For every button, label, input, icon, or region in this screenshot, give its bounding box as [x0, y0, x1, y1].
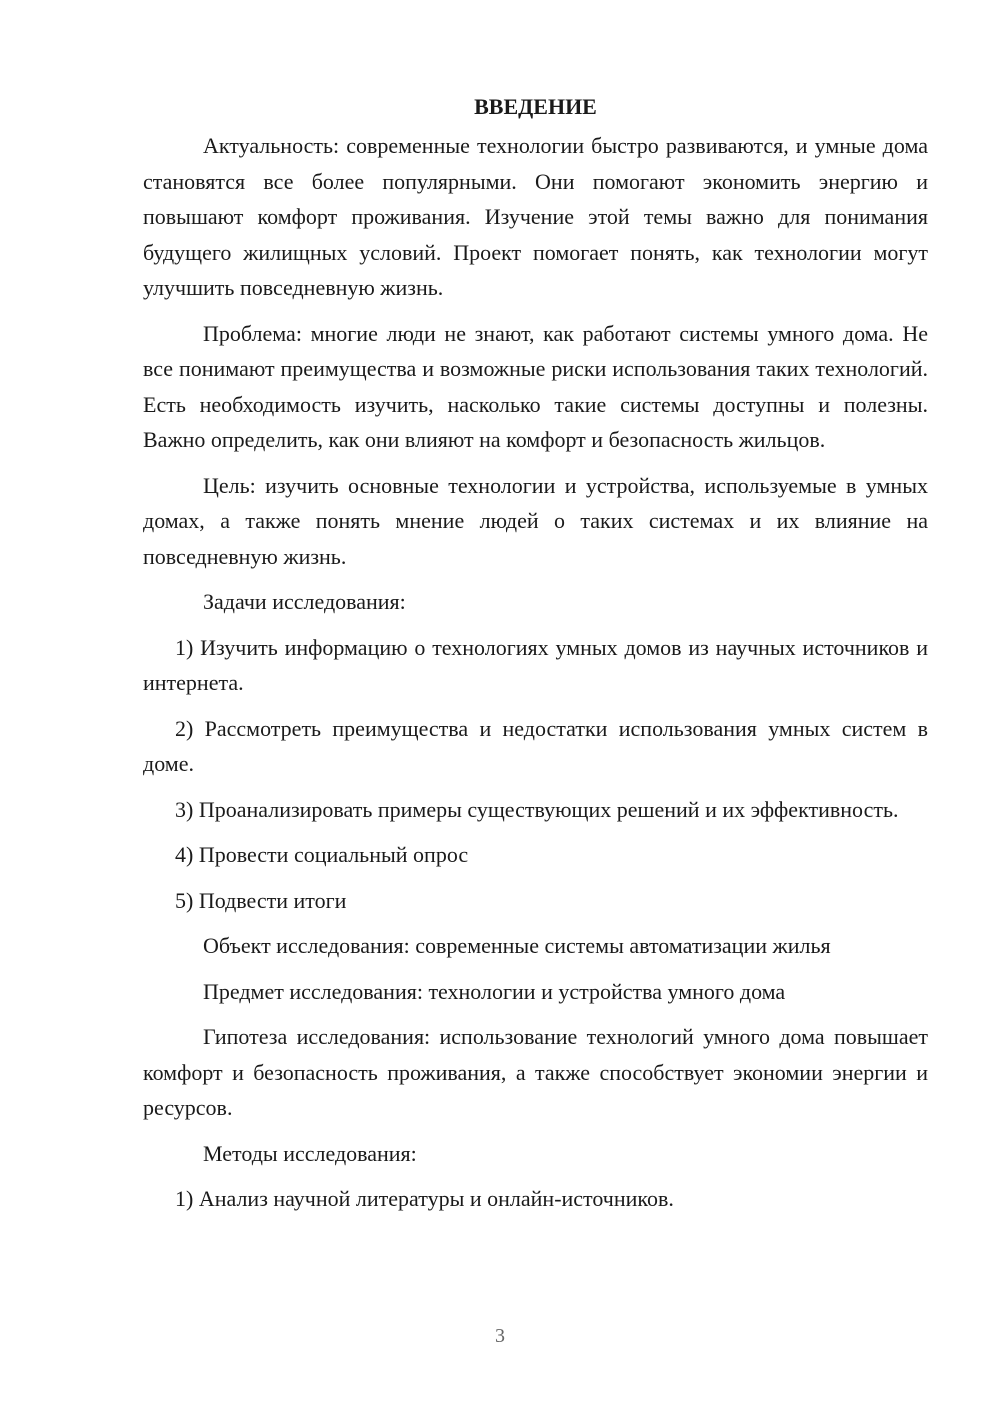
paragraph-subject: Предмет исследования: технологии и устройства умного дома — [203, 978, 786, 1004]
task-item-5: 5) Подвести итоги — [175, 887, 347, 913]
paragraph-hypothesis: Гипотеза исследования: использование технологий умного дома повышает комфорт и безопасность проживания, а также способствует экономии энергии и ресурсов. — [143, 1024, 928, 1120]
paragraph-object: Объект исследования: современные системы автоматизации жилья — [203, 933, 831, 958]
task-item-3: 3) Проанализировать примеры существующих решений и их эффективность. — [175, 796, 899, 822]
paragraph-goal: Цель: изучить основные технологии и устройства, используемые в умных домах, а также понять мнение людей о таких системах и их влияние на повседневную жизнь. — [143, 472, 928, 569]
task-item-2: 2) Рассмотреть преимущества и недостатки использования умных систем в доме. — [143, 715, 928, 776]
methods-heading: Методы исследования: — [203, 1140, 417, 1166]
document-page — [143, 92, 928, 1227]
task-item-1: 1) Изучить информацию о технологиях умных домов из научных источников и интернета. — [143, 634, 928, 695]
page-number: 3 — [495, 1325, 505, 1347]
paragraph-problem: Проблема: многие люди не знают, как работают системы умного дома. Не все понимают преимущества и возможные риски использования таких технологий. Есть необходимость изучить, насколько такие системы доступны и полезны. Важно определить, как они влияют на комфорт и безопасность жильцов. — [143, 320, 928, 452]
task-item-4: 4) Провести социальный опрос — [175, 842, 469, 867]
paragraph-relevance: Актуальность: современные технологии быстро развиваются, и умные дома становятся все более популярными. Они помогают экономить энергию и повышают комфорт проживания. Изучение этой темы важно для понимания будущего жилищных условий. Проект помогает понять, как технологии могут улучшить повседневную жизнь. — [143, 133, 928, 300]
method-item-1: 1) Анализ научной литературы и онлайн-источников. — [175, 1186, 674, 1211]
document-title: ВВЕДЕНИЕ — [474, 94, 597, 119]
tasks-heading: Задачи исследования: — [203, 589, 406, 614]
